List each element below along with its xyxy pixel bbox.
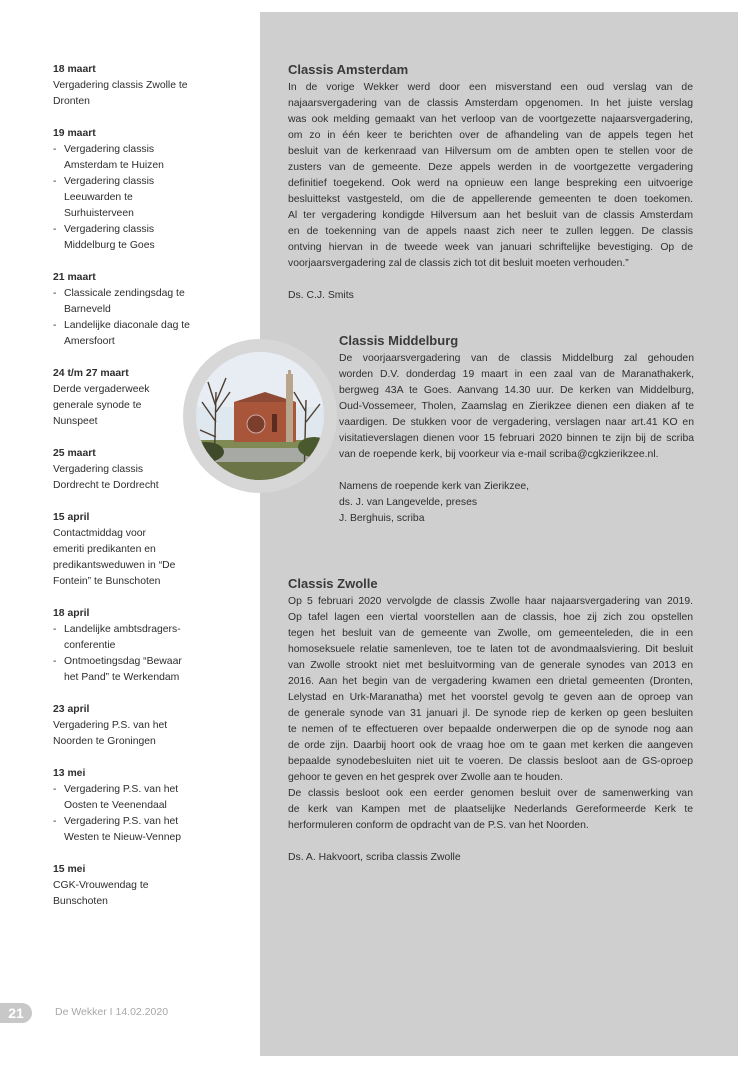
article-line: tegen het besluit van de gemeente van Zwolle, om gemeenteleden, die in een — [288, 628, 693, 639]
agenda-entry — [53, 126, 213, 254]
article-line: van de roepende kerk, bij voorkeur via e-mail scriba@cgkzierikzee.nl. — [339, 449, 659, 460]
agenda-bullet-item — [53, 622, 213, 654]
article-body — [339, 351, 694, 463]
article-line: besluit van de kerkenraad van Hilversum om de ambten open te stellen voor de — [288, 146, 693, 157]
article-line: Op 5 februari 2020 vervolgde de classis Zwolle haar najaarsvergadering van 2019. — [288, 596, 693, 607]
page-number: 21 — [0, 1003, 32, 1023]
agenda-bullet-item — [53, 654, 213, 686]
agenda-bullet-text: - Vergadering P.S. van het — [64, 784, 179, 795]
article-line: Oud-Vossemeer, Tholen, Zaamslag en Zierikzee dienen een diaken af te — [339, 401, 694, 412]
article-line: najaarsvergadering van de classis Amsterdam opgenomen. In het juiste verslag — [288, 98, 693, 109]
agenda-text: predikantsweduwen in “De — [53, 560, 176, 571]
article-line: visitatieverslagen dienen voor 15 februari 2020 binnen te zijn bij de scriba — [339, 433, 694, 444]
agenda-text: Contactmiddag voor — [53, 528, 146, 539]
article-line: de orde zijn. Daarbij hoort ook de vraag hoe om te gaan met kerken die aangeven — [288, 740, 693, 751]
agenda-date: 25 maart — [53, 448, 96, 459]
agenda-bullet-text: Surhuisterveen — [64, 208, 134, 219]
footer-publication: De Wekker I 14.02.2020 — [55, 1006, 169, 1018]
agenda-bullet-text: - Vergadering classis — [64, 176, 155, 187]
agenda-entry — [53, 606, 213, 686]
agenda-date: 21 maart — [53, 272, 96, 283]
article-signature: Ds. C.J. Smits — [288, 290, 354, 301]
article-signature: Ds. A. Hakvoort, scriba classis Zwolle — [288, 852, 461, 863]
article-line: De classis besloot ook een eerder genomen besluit over de samenwerking van — [288, 788, 693, 799]
article-line: In de vorige Wekker werd door een misverstand een oud verslag van de — [288, 82, 693, 93]
article-line: 2016. Aan het begin van de vergadering kwamen een drietal gemeenten (Dronten, — [288, 676, 693, 687]
agenda-bullet-item — [53, 782, 213, 814]
agenda-entry — [53, 862, 213, 910]
agenda-bullet-item — [53, 174, 213, 222]
agenda-bullet-item — [53, 318, 213, 350]
article-line: te nemen of te effectueren over bepaalde onderwerpen die op de synode nog aan — [288, 724, 693, 735]
article-line: de generale synode van 31 januari jl. De synode riep de kerken op geen besluiten — [288, 708, 693, 719]
agenda-bullet-text: het Pand” te Werkendam — [64, 672, 180, 683]
agenda-text: Derde vergaderweek — [53, 384, 150, 395]
article-line: van Zwolle strookt niet met besluitvorming van de generale synodes van 2013 en — [288, 660, 693, 671]
article-line: definitief toegekend. Ook werd na opnieuw een lange bespreking een uitvoerige — [288, 178, 693, 189]
agenda-date: 13 mei — [53, 768, 86, 779]
agenda-bullet-text: - Vergadering classis — [64, 144, 155, 155]
agenda-text: generale synode te — [53, 400, 142, 411]
article-line: vaardigen. De stukken voor de vergadering, verslagen naar art.41 KO en — [339, 417, 694, 428]
article-title: Classis Zwolle — [288, 576, 378, 591]
article-classis-amsterdam — [288, 62, 693, 304]
article-signature-block — [339, 479, 694, 527]
signature-line: J. Berghuis, scriba — [339, 513, 425, 524]
article-title: Classis Middelburg — [339, 333, 459, 348]
agenda-bullet-item — [53, 142, 213, 174]
agenda-bullet-text: Amsterdam te Huizen — [64, 160, 164, 171]
agenda-bullet-item — [53, 222, 213, 254]
article-line: om zo in één keer te berichten over de afhandeling van de appels tegen het — [288, 130, 693, 141]
agenda-text: Vergadering classis — [53, 464, 144, 475]
article-line: homoseksuele relatie samenleven, toe te laten tot de avondmaalsviering. Dit besluit — [288, 644, 693, 655]
agenda-text: emeriti predikanten en — [53, 544, 156, 555]
agenda-entry — [53, 702, 213, 750]
church-photo — [196, 352, 324, 480]
agenda-text: Fontein” te Bunschoten — [53, 576, 161, 587]
article-line: Op tafel lagen een viertal voorstellen aan de classis, hoe zij zich zou opstellen — [288, 612, 693, 623]
agenda-bullet-item — [53, 286, 213, 318]
agenda-bullet-text: - Vergadering classis — [64, 224, 155, 235]
agenda-entry — [53, 270, 213, 350]
agenda-bullet-text: - Ontmoetingsdag “Bewaar — [64, 656, 182, 667]
agenda-text: Bunschoten — [53, 896, 108, 907]
agenda-bullet-text: - Landelijke ambtsdragers- — [64, 624, 181, 635]
article-line: gehoor te geven en het gesprek over Zwolle aan te houden. — [288, 772, 563, 783]
agenda-bullet-text: Oosten te Veenendaal — [64, 800, 167, 811]
agenda-date: 24 t/m 27 maart — [53, 368, 129, 379]
agenda-sidebar — [53, 62, 213, 926]
article-title: Classis Amsterdam — [288, 62, 409, 77]
signature-line: Namens de roepende kerk van Zierikzee, — [339, 481, 530, 492]
agenda-bullet-text: - Vergadering P.S. van het — [64, 816, 179, 827]
agenda-date: 19 maart — [53, 128, 96, 139]
article-line: ontving hiervan in de tweede week van januari schriftelijke bevestiging. Op de — [288, 242, 693, 253]
agenda-entry — [53, 446, 213, 494]
article-body — [288, 594, 693, 834]
agenda-bullet-text: conferentie — [64, 640, 116, 651]
agenda-entry — [53, 766, 213, 846]
article-classis-zwolle — [288, 576, 693, 866]
agenda-entry — [53, 510, 213, 590]
article-line: Lelystad en Urk-Maranatha) met het voorstel gevolg te geven aan de oproep van — [288, 692, 693, 703]
article-line: bepaalde synodebesluiten niet uit te voeren. De classis besloot aan de GS-oproep — [288, 756, 693, 767]
agenda-entry — [53, 62, 213, 110]
agenda-date: 18 april — [53, 608, 90, 619]
agenda-date: 23 april — [53, 704, 90, 715]
article-line: worden D.V. donderdag 19 maart in een zaal van de Maranathakerk, — [339, 369, 694, 380]
agenda-bullet-text: - Landelijke diaconale dag te — [64, 320, 190, 331]
agenda-text: CGK-Vrouwendag te — [53, 880, 149, 891]
agenda-date: 15 mei — [53, 864, 86, 875]
article-body — [288, 80, 693, 272]
article-line: herformuleren conform de opdracht van de P.S. van het Noorden. — [288, 820, 589, 831]
agenda-bullet-text: Barneveld — [64, 304, 111, 315]
article-line: de kerk van Kampen met de plaatselijke Nederlands Gereformeerde Kerk te — [288, 804, 693, 815]
signature-line: ds. J. van Langevelde, preses — [339, 497, 478, 508]
agenda-date: 18 maart — [53, 64, 96, 75]
article-line: Al ter vergadering kondigde Hilversum aan het besluit van de classis Amsterdam — [288, 210, 693, 221]
article-line: was ook melding gemaakt van het verloop van de voortgezette najaarsvergadering, — [288, 114, 693, 125]
agenda-bullet-text: Middelburg te Goes — [64, 240, 155, 251]
article-line: bergweg 43A te Goes. Aanvang 14.30 uur. De kerken van Middelburg, — [339, 385, 694, 396]
article-line: De voorjaarsvergadering van de classis Middelburg zal gehouden — [339, 353, 694, 364]
agenda-bullet-text: Amersfoort — [64, 336, 115, 347]
agenda-date: 15 april — [53, 512, 90, 523]
article-line: besluittekst vastgesteld, om die de appellerende gemeenten te doen toekomen. — [288, 194, 693, 205]
agenda-bullet-text: Leeuwarden te — [64, 192, 133, 203]
article-line: zusters van de gemeente. Deze appels werden in de voortgezette vergadering — [288, 162, 693, 173]
agenda-text: Dordrecht te Dordrecht — [53, 480, 159, 491]
article-classis-middelburg — [339, 333, 694, 527]
article-line: voorjaarsvergadering zal de classis zich tot dit besluit moeten verhouden.” — [288, 258, 629, 269]
agenda-bullet-text: - Classicale zendingsdag te — [64, 288, 185, 299]
agenda-bullet-item — [53, 814, 213, 846]
agenda-text: Vergadering P.S. van het — [53, 720, 168, 731]
agenda-bullet-text: Westen te Nieuw-Vennep — [64, 832, 182, 843]
agenda-text: Nunspeet — [53, 416, 98, 427]
article-line: en de toekenning van de appels naast zich neer te zullen leggen. De classis — [288, 226, 693, 237]
agenda-text: Vergadering classis Zwolle te — [53, 80, 188, 91]
agenda-text: Dronten — [53, 96, 90, 107]
agenda-text: Noorden te Groningen — [53, 736, 156, 747]
